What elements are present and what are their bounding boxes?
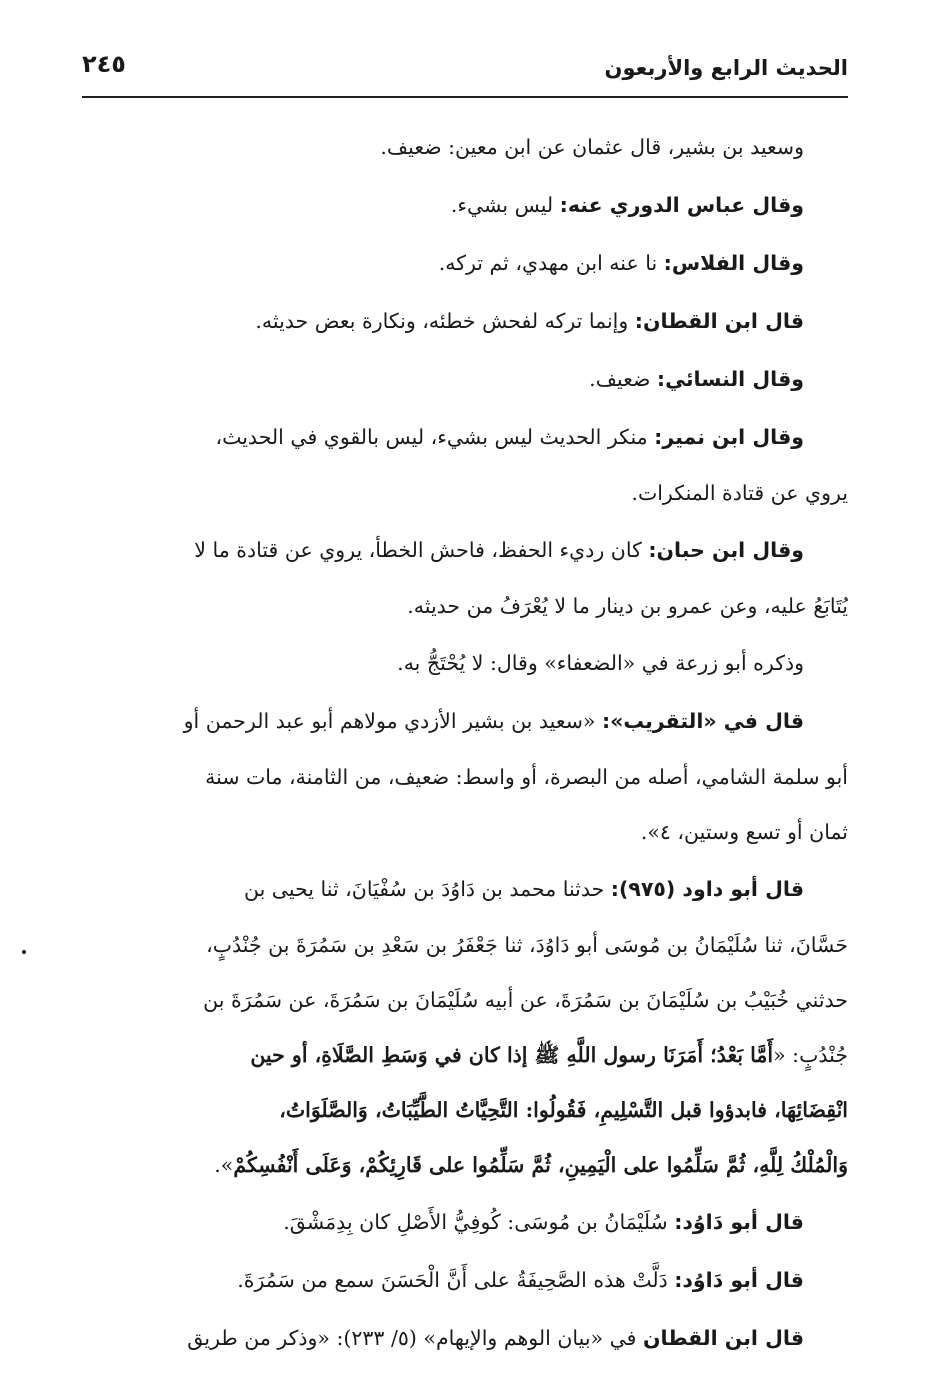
body-text-span: كان رديء الحفظ، فاحش الخطأ، يروي عن قتادة ما لا <box>194 538 649 562</box>
text-line <box>78 408 848 466</box>
body-text-span: حدثني خُبَيْبُ بن سُلَيْمَانَ بن سَمُرَةَ، عن أبيه سُلَيْمَانَ بن سَمُرَةَ، عن سَمُرَةَ بن <box>203 988 848 1012</box>
page-number: ٢٤٥ <box>82 50 126 78</box>
text-line <box>78 292 848 350</box>
paragraph <box>78 692 848 860</box>
text-line <box>78 350 848 408</box>
speaker-label: قال ابن القطان <box>643 1326 804 1350</box>
body-text-span: نا عنه ابن مهدي، ثم تركه. <box>438 251 664 275</box>
text-line <box>78 176 848 234</box>
text-line <box>78 1083 848 1138</box>
body-text-span: ثمان أو تسع وستين، ٤». <box>640 820 848 844</box>
text-line <box>78 860 848 918</box>
speaker-label: قال أبو داود (٩٧٥): <box>610 877 804 901</box>
text-line <box>78 634 848 692</box>
paragraph <box>78 860 848 1193</box>
paragraph <box>78 350 848 408</box>
body-text-span: يروي عن قتادة المنكرات. <box>631 481 848 505</box>
paragraph <box>78 521 848 634</box>
text-line <box>78 692 848 750</box>
body-text-span: سُلَيْمَانُ بن مُوسَى: كُوفِيُّ الأَصْلِ كان بِدِمَشْقَ. <box>283 1210 675 1234</box>
running-title: الحديث الرابع والأربعون <box>604 56 848 80</box>
paragraph <box>78 634 848 692</box>
text-line <box>78 234 848 292</box>
body-text-span: أبو سلمة الشامي، أصله من البصرة، أو واسط: ضعيف، من الثامنة، مات سنة <box>205 765 848 789</box>
body-text-span: في «بيان الوهم والإيهام» (٥/ ٢٣٣): «وذكر من طريق <box>187 1326 643 1350</box>
speaker-label: وقال ابن حبان: <box>648 538 804 562</box>
body-text-span: دَلَّتْ هذه الصَّحِيفَةُ على أَنَّ الْحَسَنَ سمع من سَمُرَةَ. <box>237 1268 675 1292</box>
body-text-span: ضعيف. <box>589 367 657 391</box>
page-header <box>82 50 848 98</box>
text-line <box>78 1251 848 1309</box>
paragraph <box>78 1251 848 1309</box>
body-text-span: «سعيد بن بشير الأزدي مولاهم أبو عبد الرحمن أو <box>183 709 602 733</box>
margin-dot <box>22 950 26 954</box>
text-line <box>78 918 848 973</box>
text-line <box>78 1028 848 1083</box>
text-line <box>78 750 848 805</box>
body-text-span: وإنما تركه لفحش خطئه، ونكارة بعض حديثه. <box>255 309 635 333</box>
hadith-text: أَمَّا بَعْدُ؛ أَمَرَنَا رسول اللَّهِ ﷺ إذا كان في وَسَطِ الصَّلَاةِ، أو حين <box>250 1043 774 1067</box>
text-line <box>78 521 848 579</box>
speaker-label: قال ابن القطان: <box>634 309 804 333</box>
paragraph <box>78 1309 848 1367</box>
text-line <box>78 1138 848 1193</box>
speaker-label: وقال الفلاس: <box>663 251 804 275</box>
text-line <box>78 1309 848 1367</box>
body-text-span: ليس بشيء. <box>450 193 560 217</box>
text-line <box>78 118 848 176</box>
body-text <box>78 118 848 1367</box>
body-text-span: منكر الحديث ليس بشيء، ليس بالقوي في الحديث، <box>215 425 655 449</box>
closing-quote: ». <box>214 1153 234 1177</box>
paragraph <box>78 292 848 350</box>
text-line <box>78 805 848 860</box>
speaker-label: وقال عباس الدوري عنه: <box>559 193 804 217</box>
text-line <box>78 973 848 1028</box>
text-line <box>78 579 848 634</box>
paragraph <box>78 234 848 292</box>
speaker-label: وقال ابن نمير: <box>654 425 804 449</box>
paragraph <box>78 408 848 521</box>
speaker-label: قال في «التقريب»: <box>601 709 804 733</box>
text-line <box>78 466 848 521</box>
body-text-span: حَسَّانَ، ثنا سُلَيْمَانُ بن مُوسَى أبو دَاوُدَ، ثنا جَعْفَرُ بن سَعْدِ بن سَمُرَةَ بن جُنْدُبٍ، <box>206 933 848 957</box>
paragraph <box>78 176 848 234</box>
hadith-text: انْقِضَائِهَا، فابدؤوا قبل التَّسْلِيمِ، فَقُولُوا: التَّحِيَّاتُ الطَّيِّبَاتُ، وَالصَّلَوَاتُ، <box>279 1098 848 1122</box>
hadith-text: وَالْمُلْكُ لِلَّهِ، ثُمَّ سَلِّمُوا على الْيَمِينِ، ثُمَّ سَلِّمُوا على قَارِئِكُمْ، وَعَلَى أَنْفُسِكُمْ <box>233 1153 848 1177</box>
body-text-span: جُنْدُبٍ: « <box>773 1043 848 1067</box>
body-text-span: وذكره أبو زرعة في «الضعفاء» وقال: لا يُحْتَجُّ به. <box>397 651 804 675</box>
speaker-label: قال أبو دَاوُد: <box>674 1210 804 1234</box>
speaker-label: قال أبو دَاوُد: <box>674 1268 804 1292</box>
text-line <box>78 1193 848 1251</box>
speaker-label: وقال النسائي: <box>656 367 804 391</box>
body-text-span: وسعيد بن بشير، قال عثمان عن ابن معين: ضعيف. <box>380 135 804 159</box>
paragraph <box>78 118 848 176</box>
body-text-span: حدثنا محمد بن دَاوُدَ بن سُفْيَانَ، ثنا يحيى بن <box>243 877 611 901</box>
paragraph <box>78 1193 848 1251</box>
body-text-span: يُتَابَعُ عليه، وعن عمرو بن دينار ما لا يُعْرَفُ من حديثه. <box>407 594 848 618</box>
